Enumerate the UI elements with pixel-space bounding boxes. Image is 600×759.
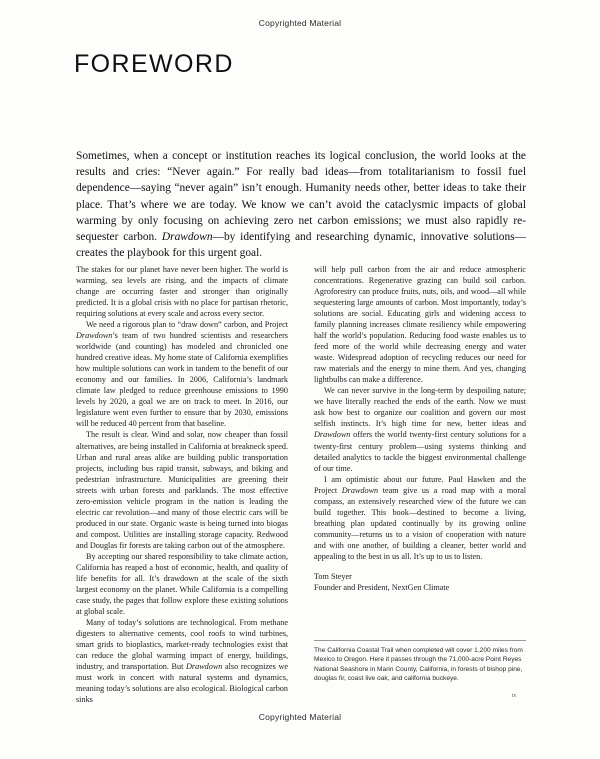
signature-block (314, 571, 526, 593)
paragraph: The stakes for our planet have never been higher. The world is warming, sea levels are rising, and the impacts of climate change are occurring faster and stronger than originally predicted. It is a global crisis with no place for partisan rhetoric, requiring solutions at every scale and across every sector. (76, 265, 288, 319)
signature-title: Founder and President, NextGen Climate (314, 582, 450, 592)
column-left (76, 264, 288, 705)
paragraph: I am optimistic about our future. Paul Hawken and the Project Drawdown team give us a road map with a moral compass, an extensively researched view of the future we can build together. This book—destined to become a living, breathing plan updated continually by its growing online community—returns us to a vision of cooperation with nature and with one another, of building a cleaner, better world and appealing to the best in us all. It’s up to us to listen. (314, 474, 526, 561)
page-number: ix (512, 693, 517, 699)
copyright-watermark-top: Copyrighted Material (258, 18, 342, 28)
body-columns (76, 264, 526, 705)
paragraph: By accepting our shared responsibility to take climate action, California has reaped a host of economic, health, and quality of life benefits for all. It’s drawdown at the scale of the sixth largest economy on the planet. While California is a compelling case study, the pages that follow explore these existing solutions at global scale. (76, 551, 288, 616)
paragraph: We need a rigorous plan to “draw down” carbon, and Project Drawdown’s team of two hundred scientists and researchers worldwide (and counting) has modeled and chronicled one hundred creative ideas. My home state of California exemplifies how multiple solutions can work in tandem to the benefit of our economy and our families. In 2006, California’s landmark climate law pledged to reduce greenhouse emissions to 1990 levels by 2020, a goal we are on track to meet. In 2016, our legislature went even further to ensure that by 2030, emissions will be reduced 40 percent from that baseline. (76, 320, 288, 429)
column-right (314, 264, 526, 593)
intro-text: Sometimes, when a concept or institution reaches its logical conclusion, the world looks at the results and cries: “Never again.” For really bad ideas—from totalitarianism to fossil fuel dependence—saying “never again” isn’t enough. Humanity needs other, better ideas to take their place. That’s where we are today. We know we can’t avoid the cataclysmic impacts of global warming by only focusing on achieving zero net carbon emissions; we must also rapidly re-sequester carbon. Drawdown—by identifying and researching dynamic, innovative solutions—creates the playbook for this urgent goal. (76, 150, 526, 260)
caption-divider (314, 640, 526, 641)
caption-text: The California Coastal Trail when completed will cover 1,200 miles from Mexico to Oregon. Here it passes through the 71,000-acre Point Reyes National Seashore in Marin County, California, in forests of bishop pine, douglas fir, coast live oak, and california buckeye. (314, 647, 523, 683)
intro-paragraph (76, 148, 526, 261)
copyright-watermark-bottom: Copyrighted Material (258, 712, 342, 722)
page-title: FOREWORD (74, 49, 234, 78)
figure-caption (314, 640, 526, 683)
paragraph: Many of today’s solutions are technological. From methane digesters to alternative cements, cool roofs to wind turbines, smart grids to bioplastics, market-ready technologies exist that can reduce the global warming impact of energy, buildings, industry, and transportation. But Drawdown also recognizes we must work in concert with natural systems and dynamics, meaning today’s solutions are also ecological. Biological carbon sinks (76, 618, 288, 705)
paragraph: We can never survive in the long-term by despoiling nature; we have literally reached the ends of the earth. Now we must ask how best to organize our coalition and govern our most selfish instincts. It’s high time for new, better ideas and Drawdown offers the world twenty-first century solutions for a twenty-first century problem—using systems thinking and detailed analytics to tackle the biggest environmental challenge of our time. (314, 386, 526, 473)
signature-name: Tom Steyer (314, 571, 352, 581)
paragraph: will help pull carbon from the air and reduce atmospheric concentrations. Regenerative grazing can build soil carbon. Agroforestry can produce fruits, nuts, oils, and wood—all while sequestering large amounts of carbon. Most importantly, today’s solutions are social. Educating girls and widening access to family planning increases climate resiliency while empowering half the world’s population. Reducing food waste enables us to feed more of the world while decreasing energy and water waste. Widespread adoption of recycling reduces our need for raw materials and the energy to mine them. And yes, changing lightbulbs can make a difference. (314, 265, 526, 385)
paragraph: The result is clear. Wind and solar, now cheaper than fossil alternatives, are being installed in California at breakneck speed. Urban and rural areas alike are building public transportation projects, including bus rapid transit, subways, and biking and pedestrian infrastructure. Municipalities are greening their streets with urban forests and parklands. The most effective zero-emission vehicle program in the nation is leading the electric car revolution—and many of those electric cars will be produced in our state. Organic waste is being turned into biogas and compost. Utilities are installing storage capacity. Redwood and Douglas fir forests are taking carbon out of the atmosphere. (76, 430, 288, 550)
